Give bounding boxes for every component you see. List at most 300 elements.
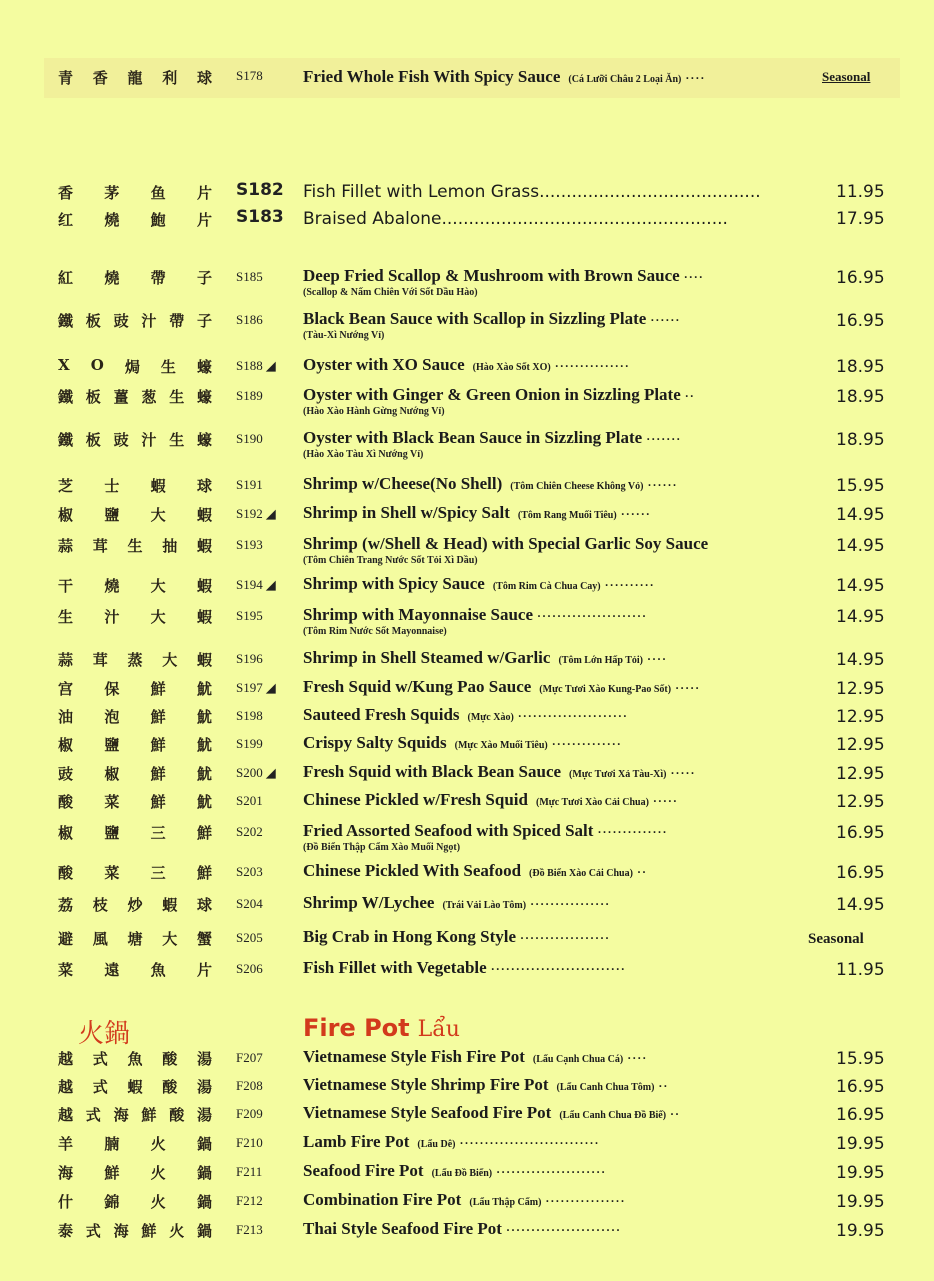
chinese-char: 湯 <box>196 1106 213 1124</box>
dish-vietnamese: (Lẩu Đồ Biển) <box>431 1168 493 1179</box>
leader-dots: ·········· <box>604 578 655 592</box>
item-code: S178 <box>236 68 263 83</box>
chinese-name <box>58 1104 213 1125</box>
chinese-name <box>58 535 213 556</box>
leader-dots: ···························· <box>459 1136 600 1150</box>
item-code: S200 ◢ <box>236 765 276 780</box>
price: 16.95 <box>836 823 885 843</box>
dish-name <box>303 266 823 286</box>
spicy-icon: ◢ <box>265 577 276 592</box>
chinese-name <box>58 1076 213 1097</box>
chinese-char: 式 <box>85 1222 102 1240</box>
item-code: F212 <box>236 1193 263 1208</box>
dish-name: Fish Fillet with Lemon Grass......................................... <box>303 182 761 202</box>
dish-english: Fish Fillet with Vegetable <box>303 958 487 977</box>
dish-english: Fried Whole Fish With Spicy Sauce <box>303 67 561 86</box>
leader-dots: ················ <box>545 1194 626 1208</box>
dish-english: Shrimp with Mayonnaise Sauce <box>303 605 533 624</box>
item-code: S205 <box>236 930 263 945</box>
chinese-char: 茸 <box>92 651 109 669</box>
chinese-char: 式 <box>92 1050 109 1068</box>
dish-name <box>303 861 823 881</box>
chinese-char: 板 <box>85 388 102 406</box>
chinese-name <box>58 356 213 377</box>
dish-english: Fresh Squid w/Kung Pao Sauce <box>303 677 532 696</box>
dish-vietnamese-subline: (Tôm Rim Nước Sốt Mayonnaise) <box>303 626 447 637</box>
item-code: S189 <box>236 388 263 403</box>
chinese-char: 三 <box>150 864 167 882</box>
dish-english: Shrimp in Shell Steamed w/Garlic <box>303 648 551 667</box>
chinese-char: 鹽 <box>104 506 121 524</box>
chinese-char: 豉 <box>113 312 130 330</box>
price: 12.95 <box>836 735 885 755</box>
chinese-char: 越 <box>58 1106 75 1124</box>
chinese-char: 紅 <box>58 269 75 287</box>
chinese-char: 芝 <box>58 477 75 495</box>
dish-english: Black Bean Sauce with Scallop in Sizzling Plate <box>303 309 647 328</box>
price: 14.95 <box>836 607 885 627</box>
chinese-char: 生 <box>127 537 144 555</box>
leader-dots: ······················· <box>505 1223 621 1237</box>
chinese-char: 大 <box>162 651 179 669</box>
section-title-chinese: 火鍋 <box>78 1019 131 1049</box>
chinese-char: 鮮 <box>141 1106 158 1124</box>
chinese-char: 遠 <box>104 961 121 979</box>
chinese-char: 炒 <box>127 896 144 914</box>
dish-english: Shrimp W/Lychee <box>303 893 435 912</box>
chinese-char: 生 <box>169 388 186 406</box>
chinese-char: 海 <box>58 1164 75 1182</box>
price: 12.95 <box>836 764 885 784</box>
dish-vietnamese: (Lẩu Dê) <box>417 1139 456 1150</box>
dish-english: Shrimp (w/Shell & Head) with Special Garlic Soy Sauce <box>303 534 709 553</box>
chinese-char: 保 <box>104 680 121 698</box>
section-title-vietnamese: Lẩu <box>417 1017 460 1042</box>
dish-english: Sauteed Fresh Squids <box>303 705 460 724</box>
chinese-char: 大 <box>150 506 167 524</box>
leader-dots: ··························· <box>490 962 626 976</box>
chinese-char: 鮮 <box>196 824 213 842</box>
dish-vietnamese-subline: (Scallop & Nấm Chiên Với Sốt Dầu Hào) <box>303 287 478 298</box>
chinese-char: 鮮 <box>150 680 167 698</box>
leader-dots: ······················ <box>537 609 648 623</box>
dish-english: Thai Style Seafood Fire Pot <box>303 1219 502 1238</box>
dish-name <box>303 762 823 782</box>
chinese-char: 鹽 <box>104 824 121 842</box>
chinese-char: 越 <box>58 1078 75 1096</box>
leader-dots: ······ <box>620 507 651 521</box>
chinese-char: O <box>90 356 105 374</box>
item-code: S201 <box>236 793 263 808</box>
dish-english: Oyster with Ginger & Green Onion in Sizzling Plate <box>303 385 681 404</box>
chinese-name <box>58 267 213 288</box>
chinese-char: 越 <box>58 1050 75 1068</box>
dish-name <box>303 385 823 405</box>
chinese-char: 鮮 <box>104 1164 121 1182</box>
chinese-char: 燒 <box>104 577 121 595</box>
dish-vietnamese: (Cá Lưỡi Châu 2 Loại Ăn) <box>568 74 682 85</box>
item-code: F213 <box>236 1222 263 1237</box>
dish-vietnamese-subline: (Hào Xào Hành Gừng Nướng Vỉ) <box>303 406 445 417</box>
chinese-name <box>58 706 213 727</box>
dish-name <box>303 648 823 668</box>
item-code: F210 <box>236 1135 263 1150</box>
chinese-char: 帶 <box>169 312 186 330</box>
dish-english: Shrimp in Shell w/Spicy Salt <box>303 503 510 522</box>
chinese-char: 鮮 <box>150 765 167 783</box>
chinese-char: 蠔 <box>196 431 213 449</box>
chinese-char: 海 <box>113 1106 130 1124</box>
dish-vietnamese: (Lẩu Thập Cẩm) <box>469 1197 542 1208</box>
chinese-char: 菜 <box>104 864 121 882</box>
dish-english: Vietnamese Style Fish Fire Pot <box>303 1047 525 1066</box>
dish-name <box>303 1047 823 1067</box>
chinese-char: 風 <box>92 930 109 948</box>
chinese-name <box>58 386 213 407</box>
item-code: F208 <box>236 1078 263 1093</box>
leader-dots: ······················ <box>517 709 628 723</box>
chinese-char: 塘 <box>127 930 144 948</box>
chinese-char: 椒 <box>104 765 121 783</box>
chinese-char: 生 <box>58 608 75 626</box>
chinese-char: 子 <box>196 269 213 287</box>
chinese-char: 湯 <box>196 1050 213 1068</box>
chinese-char: 酸 <box>58 864 75 882</box>
item-code: S192 ◢ <box>236 506 276 521</box>
chinese-char: 汁 <box>141 312 158 330</box>
dish-name <box>303 1103 823 1123</box>
dish-name <box>303 927 823 947</box>
dish-english: Vietnamese Style Seafood Fire Pot <box>303 1103 552 1122</box>
dish-name: Braised Abalone..................................................... <box>303 209 728 229</box>
price: 14.95 <box>836 895 885 915</box>
chinese-char: 泰 <box>58 1222 75 1240</box>
chinese-char: 錦 <box>104 1193 121 1211</box>
price: 14.95 <box>836 576 885 596</box>
chinese-char: 酸 <box>162 1050 179 1068</box>
dish-english: Chinese Pickled With Seafood <box>303 861 522 880</box>
item-code: S194 ◢ <box>236 577 276 592</box>
chinese-char: 香 <box>58 184 75 202</box>
chinese-char: 酸 <box>58 793 75 811</box>
chinese-char: 蝦 <box>150 477 167 495</box>
dish-name <box>303 309 823 329</box>
dish-vietnamese: (Lẩu Cạnh Chua Cá) <box>532 1054 624 1065</box>
leader-dots: ·· <box>684 389 695 403</box>
dish-vietnamese: (Tôm Chiên Cheese Không Vỏ) <box>510 481 644 492</box>
dish-english: Big Crab in Hong Kong Style <box>303 927 517 946</box>
price: 16.95 <box>836 863 885 883</box>
dish-vietnamese: (Mực Tươi Xào Cải Chua) <box>535 797 649 808</box>
leader-dots: ···· <box>683 270 704 284</box>
dish-name <box>303 428 823 448</box>
chinese-char: 大 <box>162 930 179 948</box>
chinese-char: 什 <box>58 1193 75 1211</box>
chinese-char: 椒 <box>58 506 75 524</box>
leader-dots: ·················· <box>520 931 611 945</box>
chinese-char: 球 <box>196 477 213 495</box>
chinese-char: 燒 <box>104 269 121 287</box>
chinese-char: 魷 <box>196 680 213 698</box>
dish-name <box>303 605 823 625</box>
chinese-name <box>58 67 213 88</box>
price: 11.95 <box>836 960 885 980</box>
chinese-name <box>58 862 213 883</box>
dish-english: Shrimp w/Cheese(No Shell) <box>303 474 503 493</box>
spicy-icon: ◢ <box>265 506 276 521</box>
chinese-char: 蒜 <box>58 651 75 669</box>
chinese-char: 蝦 <box>127 1078 144 1096</box>
dish-vietnamese: (Lẩu Canh Chua Đồ Biể) <box>559 1110 667 1121</box>
chinese-char: 火 <box>169 1222 186 1240</box>
chinese-char: 宫 <box>58 680 75 698</box>
chinese-char: 抽 <box>162 537 179 555</box>
section-title-english <box>303 1014 460 1042</box>
chinese-char: 荔 <box>58 896 75 914</box>
dish-english: Shrimp with Spicy Sauce <box>303 574 485 593</box>
dish-english: Deep Fried Scallop & Mushroom with Brown Sauce <box>303 266 680 285</box>
dish-vietnamese: (Hào Xào Sốt XO) <box>472 362 551 373</box>
leader-dots: ···· <box>647 652 668 666</box>
leader-dots: ·· <box>636 865 647 879</box>
leader-dots: ·· <box>658 1079 669 1093</box>
price: Seasonal <box>822 69 871 84</box>
dish-name <box>303 1190 823 1210</box>
chinese-char: 鍋 <box>196 1193 213 1211</box>
leader-dots: ····· <box>652 794 678 808</box>
chinese-name <box>58 649 213 670</box>
dish-name <box>303 705 823 725</box>
dish-english: Crispy Salty Squids <box>303 733 447 752</box>
chinese-char: 魷 <box>196 708 213 726</box>
chinese-char: 菜 <box>104 793 121 811</box>
chinese-char: 蒜 <box>58 537 75 555</box>
chinese-char: 子 <box>196 312 213 330</box>
leader-dots: ·· <box>670 1107 681 1121</box>
chinese-char: 鮑 <box>150 211 167 229</box>
chinese-char: 板 <box>85 431 102 449</box>
price: 19.95 <box>836 1192 885 1212</box>
dish-vietnamese: (Tôm Rim Cà Chua Cay) <box>492 581 601 592</box>
dish-vietnamese: (Đồ Biển Xào Cải Chua) <box>529 868 633 879</box>
chinese-char: 鍋 <box>196 1222 213 1240</box>
price: 14.95 <box>836 536 885 556</box>
dish-vietnamese-subline: (Hào Xào Tàu Xì Nướng Vỉ) <box>303 449 424 460</box>
chinese-char: 油 <box>58 708 75 726</box>
price: 15.95 <box>836 476 885 496</box>
price: 18.95 <box>836 430 885 450</box>
chinese-char: 鮮 <box>150 793 167 811</box>
chinese-char: 鹽 <box>104 736 121 754</box>
chinese-char: 蠔 <box>196 358 213 376</box>
chinese-char: 鐵 <box>58 388 75 406</box>
dish-vietnamese: (Trái Vải Lào Tôm) <box>442 900 527 911</box>
item-code: S186 <box>236 312 263 327</box>
chinese-char: 火 <box>150 1193 167 1211</box>
chinese-char: 汁 <box>104 608 121 626</box>
chinese-char: 葱 <box>141 388 158 406</box>
chinese-char: 片 <box>196 184 213 202</box>
dish-name <box>303 821 823 841</box>
chinese-char: 生 <box>160 358 177 376</box>
price: 12.95 <box>836 792 885 812</box>
price: 19.95 <box>836 1163 885 1183</box>
chinese-char: 鍋 <box>196 1164 213 1182</box>
dish-name <box>303 574 823 594</box>
dish-vietnamese: (Mực Tươi Xả Tàu-Xì) <box>569 769 667 780</box>
chinese-char: 薑 <box>113 388 130 406</box>
item-code: S183 <box>236 207 284 227</box>
chinese-char: 椒 <box>58 736 75 754</box>
chinese-name <box>58 310 213 331</box>
price: 11.95 <box>836 182 885 202</box>
dish-vietnamese: (Lẩu Canh Chua Tôm) <box>556 1082 655 1093</box>
chinese-char: 酸 <box>169 1106 186 1124</box>
price: 14.95 <box>836 650 885 670</box>
chinese-char: 香 <box>92 69 109 87</box>
dish-name <box>303 677 823 697</box>
dish-name <box>303 355 823 375</box>
chinese-char: 球 <box>196 69 213 87</box>
dish-name <box>303 790 823 810</box>
item-code: S196 <box>236 651 263 666</box>
chinese-char: 魚 <box>150 961 167 979</box>
chinese-char: 球 <box>196 896 213 914</box>
chinese-char: 火 <box>150 1135 167 1153</box>
chinese-char: 红 <box>58 211 75 229</box>
item-code: F209 <box>236 1106 263 1121</box>
chinese-char: 蝦 <box>196 506 213 524</box>
chinese-name <box>58 1220 213 1241</box>
price: 12.95 <box>836 679 885 699</box>
dish-english: Oyster with Black Bean Sauce in Sizzling Plate <box>303 428 643 447</box>
leader-dots: ···· <box>685 71 706 85</box>
chinese-char: 酸 <box>162 1078 179 1096</box>
chinese-char: 鐵 <box>58 431 75 449</box>
price: 17.95 <box>836 209 885 229</box>
item-code: S197 ◢ <box>236 680 276 695</box>
leader-dots: ······ <box>650 313 681 327</box>
chinese-name <box>58 763 213 784</box>
chinese-char: 鮮 <box>150 708 167 726</box>
chinese-char: 鮮 <box>150 736 167 754</box>
leader-dots: ···· <box>627 1051 648 1065</box>
price: Seasonal <box>808 931 864 947</box>
chinese-name <box>58 959 213 980</box>
item-code: S199 <box>236 736 263 751</box>
chinese-char: 菜 <box>58 961 75 979</box>
chinese-name <box>58 1133 213 1154</box>
dish-name <box>303 1132 823 1152</box>
chinese-char: 式 <box>85 1106 102 1124</box>
chinese-char: 干 <box>58 577 75 595</box>
chinese-name <box>58 209 213 230</box>
item-code: S198 <box>236 708 263 723</box>
leader-dots: ······················ <box>496 1165 607 1179</box>
chinese-char: 鮮 <box>196 864 213 882</box>
spicy-icon: ◢ <box>265 680 276 695</box>
dish-vietnamese: (Mực Xào) <box>467 712 514 723</box>
price: 14.95 <box>836 505 885 525</box>
chinese-name <box>58 606 213 627</box>
item-code: S202 <box>236 824 263 839</box>
dish-name <box>303 893 823 913</box>
chinese-char: 海 <box>113 1222 130 1240</box>
spicy-icon: ◢ <box>265 358 276 373</box>
chinese-char: 士 <box>104 477 121 495</box>
dish-english: Oyster with XO Sauce <box>303 355 465 374</box>
price: 16.95 <box>836 1105 885 1125</box>
chinese-char: 生 <box>169 431 186 449</box>
dish-name <box>303 1075 823 1095</box>
price: 19.95 <box>836 1134 885 1154</box>
dish-english: Seafood Fire Pot <box>303 1161 424 1180</box>
chinese-name <box>58 182 213 203</box>
item-code: S182 <box>236 180 284 200</box>
chinese-char: 汁 <box>141 431 158 449</box>
section-title-english-text: Fire Pot <box>303 1014 410 1042</box>
chinese-char: 魷 <box>196 765 213 783</box>
chinese-char: 大 <box>150 608 167 626</box>
price: 15.95 <box>836 1049 885 1069</box>
chinese-char: 羊 <box>58 1135 75 1153</box>
item-code: S195 <box>236 608 263 623</box>
chinese-char: 板 <box>85 312 102 330</box>
leader-dots: ······· <box>646 432 682 446</box>
chinese-name <box>58 504 213 525</box>
chinese-char: 鐵 <box>58 312 75 330</box>
chinese-name <box>58 678 213 699</box>
chinese-char: 蝦 <box>196 537 213 555</box>
dish-vietnamese: (Tôm Rang Muối Tiêu) <box>517 510 617 521</box>
dish-name <box>303 733 823 753</box>
leader-dots: ················ <box>530 897 611 911</box>
chinese-name <box>58 822 213 843</box>
chinese-char: 利 <box>162 69 179 87</box>
chinese-name <box>58 1162 213 1183</box>
leader-dots: ·············· <box>597 825 668 839</box>
dish-vietnamese: (Mực Tươi Xào Kung-Pao Sốt) <box>539 684 672 695</box>
item-code: S188 ◢ <box>236 358 276 373</box>
chinese-char: 湯 <box>196 1078 213 1096</box>
item-code: S206 <box>236 961 263 976</box>
dish-name <box>303 534 823 554</box>
dish-vietnamese-subline: (Tàu-Xì Nướng Vỉ) <box>303 330 385 341</box>
chinese-char: 焗 <box>124 358 141 376</box>
dish-name <box>303 67 823 87</box>
chinese-char: 椒 <box>58 824 75 842</box>
chinese-name <box>58 1191 213 1212</box>
chinese-char: 片 <box>196 211 213 229</box>
dish-english: Combination Fire Pot <box>303 1190 462 1209</box>
chinese-char: 青 <box>58 69 75 87</box>
item-code: F211 <box>236 1164 263 1179</box>
leader-dots: ······ <box>647 478 678 492</box>
chinese-char: 蒸 <box>127 651 144 669</box>
chinese-char: 片 <box>196 961 213 979</box>
item-code: S191 <box>236 477 263 492</box>
chinese-char: 茅 <box>104 184 121 202</box>
item-code: S185 <box>236 269 263 284</box>
chinese-name <box>58 429 213 450</box>
chinese-char: 蝦 <box>196 608 213 626</box>
price: 16.95 <box>836 268 885 288</box>
chinese-char: 三 <box>150 824 167 842</box>
chinese-char: 枝 <box>92 896 109 914</box>
item-code: S190 <box>236 431 263 446</box>
chinese-char: 燒 <box>104 211 121 229</box>
dish-vietnamese: (Tôm Lớn Hấp Tỏi) <box>558 655 644 666</box>
